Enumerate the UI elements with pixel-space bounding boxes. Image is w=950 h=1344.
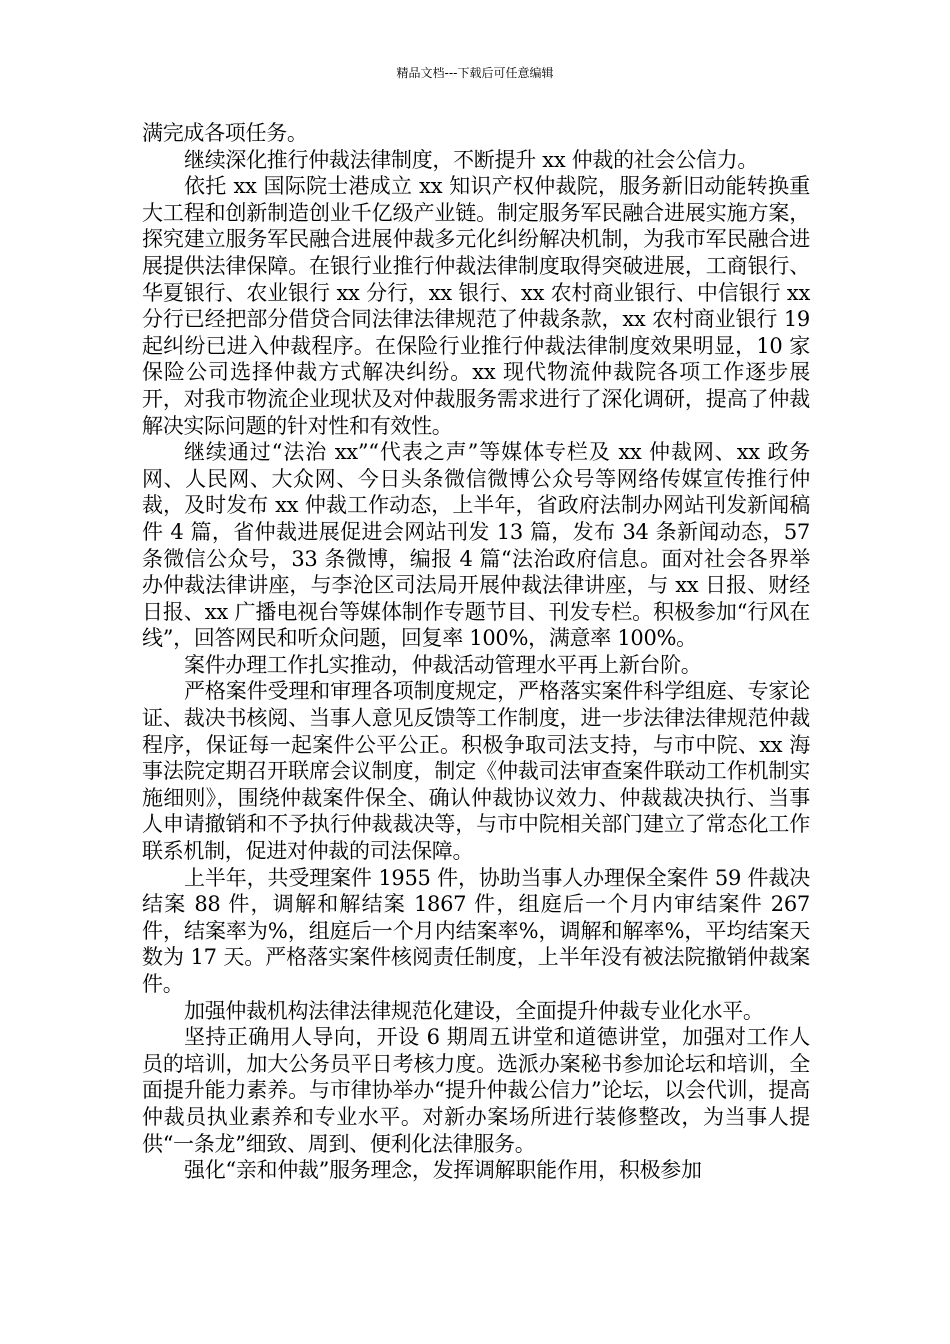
- paragraph: 加强仲裁机构法律法律规范化建设，全面提升仲裁专业化水平。: [184, 998, 764, 1023]
- paragraph: 继续深化推行仲裁法律制度，不断提升 xx 仲裁的社会公信力。: [184, 147, 759, 172]
- paragraph: 上半年，共受理案件 1955 件，协助当事人办理保全案件 59 件裁决结案 88 件，调解和解结案 1867 件，组庭后一个月内审结案件 267 件，结案率为%，组庭后一个月内结案率%，调解和解率%，平均结案天数为 17 天。严格落实案件核阅责任制度，上半年没有被法院撤销仲裁案件。: [142, 865, 810, 996]
- paragraph: 依托 xx 国际院士港成立 xx 知识产权仲裁院，服务新旧动能转换重大工程和创新制造创业千亿级产业链。制定服务军民融合进展实施方案，探究建立服务军民融合进展仲裁多元化纠纷解决机制，为我市军民融合进展提供法律保障。在银行业推行仲裁法律制度取得突破进展，工商银行、华夏银行、农业银行 xx 分行，xx 银行、xx 农村商业银行、中信银行 xx 分行已经把部分借贷合同法律法律规范了仲裁条款，xx 农村商业银行 19 起纠纷已进入仲裁程序。在保险行业推行仲裁法律制度效果明显，10 家保险公司选择仲裁方式解决纠纷。xx 现代物流仲裁院各项工作逐步展开，对我市物流企业现状及对仲裁服务需求进行了深化调研，提高了仲裁解决实际问题的针对性和有效性。: [142, 174, 810, 438]
- paragraph: 强化“亲和仲裁”服务理念，发挥调解职能作用，积极参加: [184, 1158, 702, 1183]
- paragraph: 继续通过“法治 xx”“代表之声”等媒体专栏及 xx 仲裁网、xx 政务网、人民网、大众网、今日头条微信微博公众号等网络传媒宣传推行仲裁，及时发布 xx 仲裁工作动态，上半年，省政府法制办网站刊发新闻稿件 4 篇，省仲裁进展促进会网站刊发 13 篇，发布 34 条新闻动态，57 条微信公众号，33 条微博，编报 4 篇“法治政府信息。面对社会各界举办仲裁法律讲座，与李沧区司法局开展仲裁法律讲座，与 xx 日报、财经日报、xx 广播电视台等媒体制作专题节目、刊发专栏。积极参加“行风在线”，回答网民和听众问题，回复率 100%，满意率 100%。: [142, 440, 810, 651]
- document-body: [142, 120, 810, 1184]
- paragraph: 案件办理工作扎实推动，仲裁活动管理水平再上新台阶。: [184, 652, 702, 677]
- page-header: 精品文档---下载后可任意编辑: [396, 66, 554, 80]
- paragraph: 严格案件受理和审理各项制度规定，严格落实案件科学组庭、专家论证、裁决书核阅、当事人意见反馈等工作制度，进一步法律法律规范仲裁程序，保证每一起案件公平公正。积极争取司法支持，与市中院、xx 海事法院定期召开联席会议制度，制定《仲裁司法审查案件联动工作机制实施细则》，围绕仲裁案件保全、确认仲裁协议效力、仲裁裁决执行、当事人申请撤销和不予执行仲裁裁决等，与市中院相关部门建立了常态化工作联系机制，促进对仲裁的司法保障。: [142, 679, 810, 864]
- paragraph: 坚持正确用人导向，开设 6 期周五讲堂和道德讲堂，加强对工作人员的培训，加大公务员平日考核力度。选派办案秘书参加论坛和培训，全面提升能力素养。与市律协举办“提升仲裁公信力”论坛，以会代训，提高仲裁员执业素养和专业水平。对新办案场所进行装修整改，为当事人提供“一条龙”细致、周到、便利化法律服务。: [142, 1025, 810, 1156]
- paragraph: 满完成各项任务。: [142, 121, 308, 145]
